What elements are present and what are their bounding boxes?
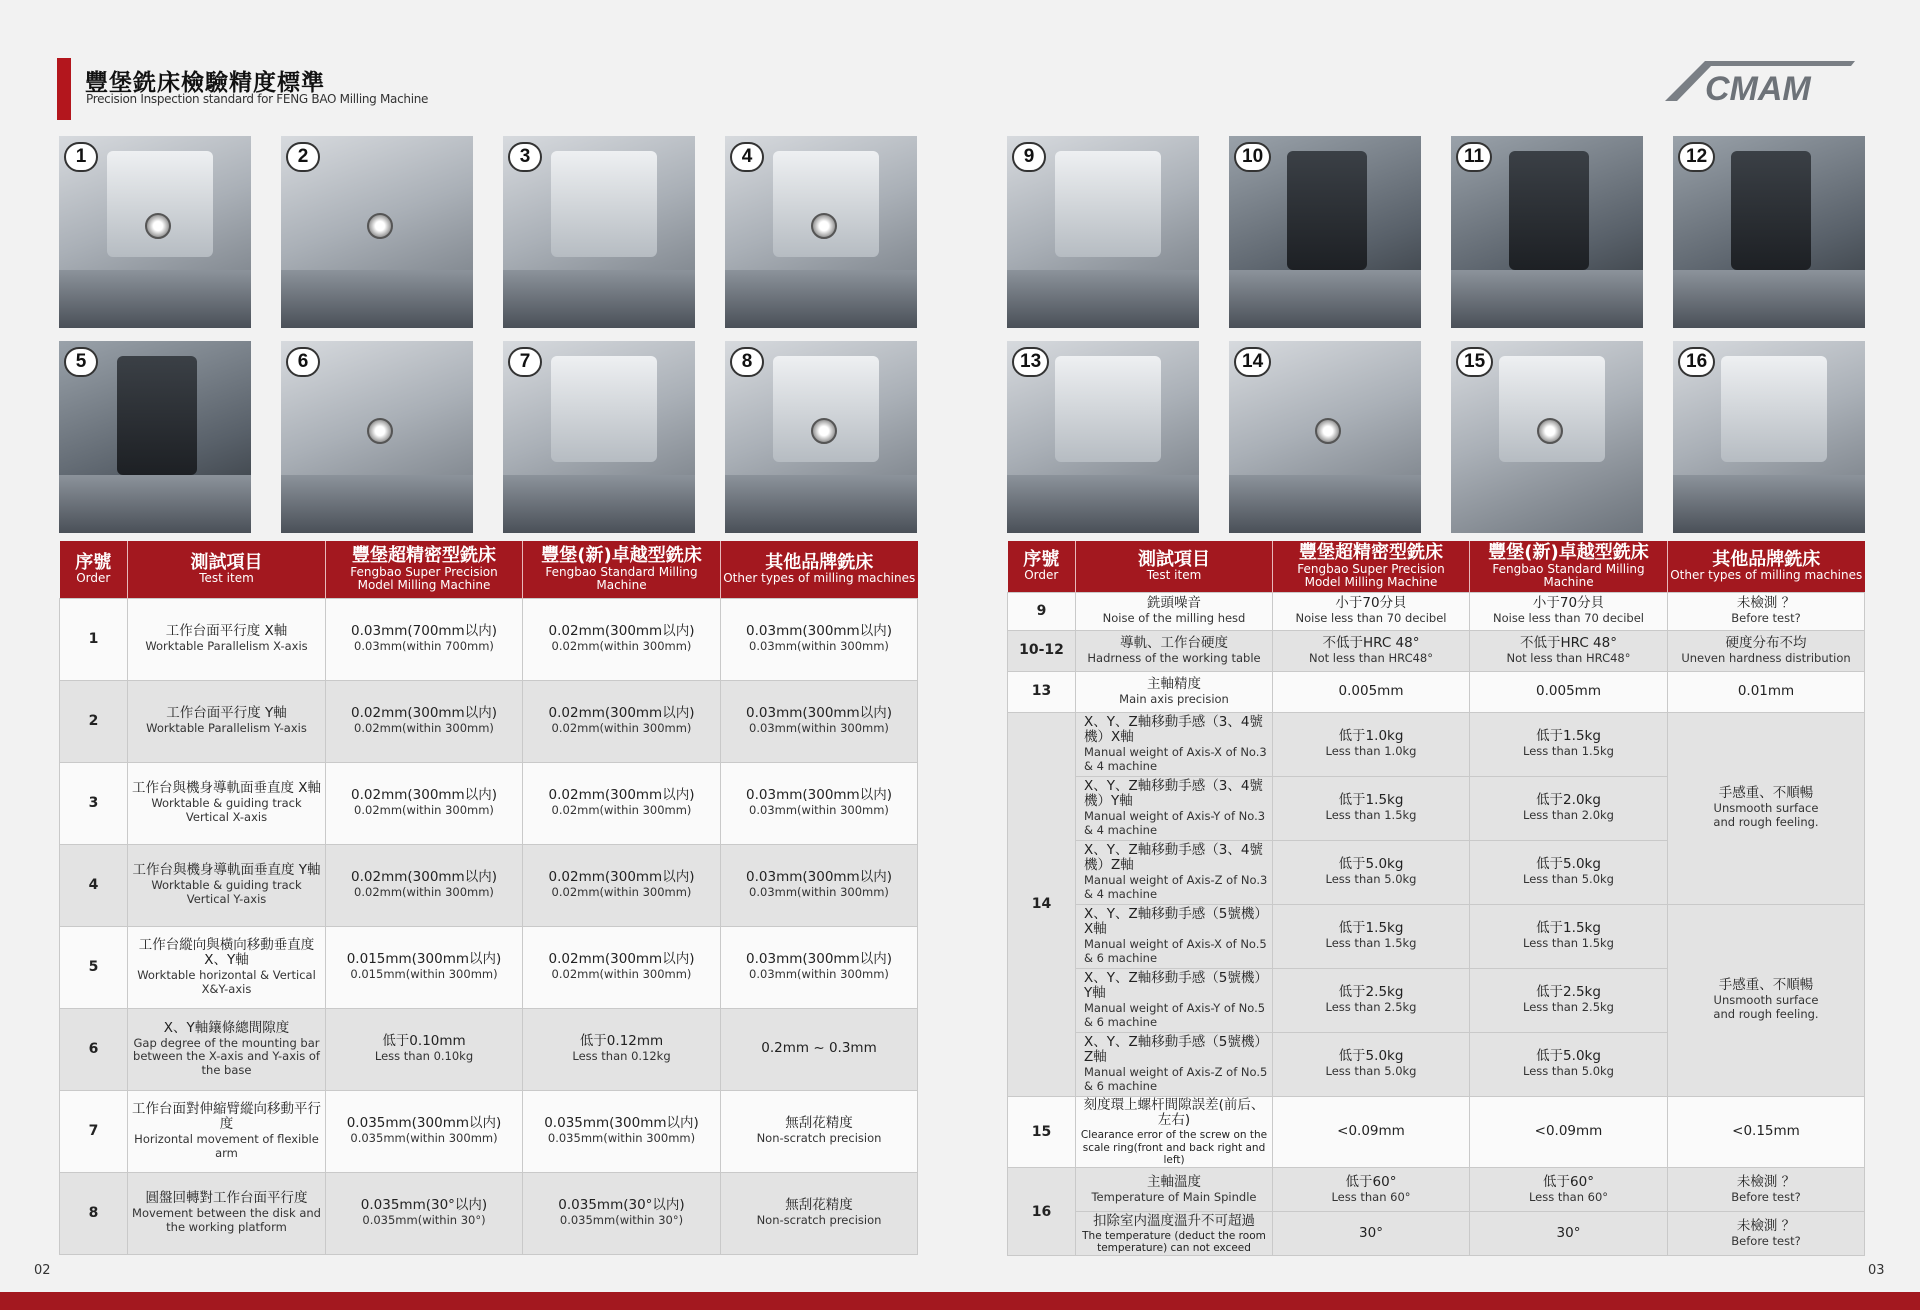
- table-row-15: [1008, 1096, 1865, 1168]
- row-other: 未檢測 ？ Before test?: [1668, 1212, 1865, 1256]
- row-other: 0.03mm(300mm以内) 0.03mm(within 300mm): [721, 844, 918, 926]
- row-super: 0.02mm(300mm以内) 0.02mm(within 300mm): [326, 844, 523, 926]
- row-super: 0.035mm(30°以内) 0.035mm(within 30°): [326, 1172, 523, 1254]
- row-item: 工作台面平行度 X軸 Worktable Parallelism X-axis: [128, 598, 326, 680]
- photo-number-badge: 13: [1012, 347, 1049, 377]
- row-standard: 低于5.0kg Less than 5.0kg: [1470, 1032, 1668, 1096]
- row-super: 低于60° Less than 60°: [1273, 1168, 1470, 1212]
- photo-number-badge: 6: [286, 347, 320, 377]
- inspection-photo-16: [1673, 341, 1865, 533]
- inspection-photo-8: [725, 341, 917, 533]
- row-standard: 低于2.0kg Less than 2.0kg: [1470, 776, 1668, 840]
- cmam-logo: [1665, 56, 1865, 106]
- inspection-photo-12: [1673, 136, 1865, 328]
- row-super: 0.02mm(300mm以内) 0.02mm(within 300mm): [326, 680, 523, 762]
- row-other: 0.03mm(300mm以内) 0.03mm(within 300mm): [721, 680, 918, 762]
- photo-number-badge: 14: [1234, 347, 1271, 377]
- row-item: 銑頭噪音 Noise of the milling hesd: [1076, 592, 1273, 630]
- photo-number-badge: 10: [1234, 142, 1271, 172]
- photo-number-badge: 5: [64, 347, 98, 377]
- col-header-other: 其他品牌銑床 Other types of milling machines: [721, 541, 918, 598]
- table-row-10-12: [1008, 630, 1865, 671]
- row-order: 5: [60, 926, 128, 1008]
- row-item: 工作台面對伸縮臂縱向移動平行度 Horizontal movement of flexible arm: [128, 1090, 326, 1172]
- row-standard: 0.035mm(300mm以内) 0.035mm(within 300mm): [523, 1090, 721, 1172]
- photo-grid-left: [59, 136, 917, 533]
- row-standard: 低于1.5kg Less than 1.5kg: [1470, 712, 1668, 776]
- col-header-other: 其他品牌銑床 Other types of milling machines: [1668, 541, 1865, 592]
- row-super: 0.035mm(300mm以内) 0.035mm(within 300mm): [326, 1090, 523, 1172]
- row-item: 圓盤回轉對工作台面平行度 Movement between the disk and the working platform: [128, 1172, 326, 1254]
- row-super: 低于0.10mm Less than 0.10kg: [326, 1008, 523, 1090]
- row-super: 小于70分貝 Noise less than 70 decibel: [1273, 592, 1470, 630]
- inspection-photo-13: [1007, 341, 1199, 533]
- row-other: <0.15mm: [1668, 1096, 1865, 1168]
- col-header-super: 豐堡超精密型銑床 Fengbao Super Precision Model Milling Machine: [1273, 541, 1470, 592]
- col-header-standard: 豐堡(新)卓越型銑床 Fengbao Standard Milling Machine: [1470, 541, 1668, 592]
- row-item: X、Y、Z軸移動手感（3、4號機）Y軸 Manual weight of Axis-Y of No.3 & 4 machine: [1076, 776, 1273, 840]
- photo-number-badge: 15: [1456, 347, 1493, 377]
- row-item: X、Y、Z軸移動手感（3、4號機）Z軸 Manual weight of Axis-Z of No.3 & 4 machine: [1076, 840, 1273, 904]
- inspection-photo-10: [1229, 136, 1421, 328]
- table-row-1: [60, 598, 918, 680]
- photo-grid-right: [1007, 136, 1865, 533]
- row-super: 0.015mm(300mm以内) 0.015mm(within 300mm): [326, 926, 523, 1008]
- row-order: 6: [60, 1008, 128, 1090]
- row-order: 13: [1008, 671, 1076, 712]
- row-item: X、Y、Z軸移動手感（5號機）Z軸 Manual weight of Axis-Z of No.5 & 6 machine: [1076, 1032, 1273, 1096]
- table-row-8: [60, 1172, 918, 1254]
- photo-number-badge: 4: [730, 142, 764, 172]
- row-item: X、Y、Z軸移動手感（5號機）X軸 Manual weight of Axis-X of No.5 & 6 machine: [1076, 904, 1273, 968]
- row-super: 0.02mm(300mm以内) 0.02mm(within 300mm): [326, 762, 523, 844]
- row-other: 手感重、不順暢 Unsmooth surface and rough feeling.: [1668, 712, 1865, 904]
- row-other: 無刮花精度 Non-scratch precision: [721, 1090, 918, 1172]
- table-row-5: [60, 926, 918, 1008]
- row-other: 未檢測 ？ Before test?: [1668, 592, 1865, 630]
- row-other: 手感重、不順暢 Unsmooth surface and rough feeling.: [1668, 904, 1865, 1096]
- row-order: 2: [60, 680, 128, 762]
- photo-number-badge: 12: [1678, 142, 1715, 172]
- row-order: 10-12: [1008, 630, 1076, 671]
- col-header-super: 豐堡超精密型銑床 Fengbao Super Precision Model Milling Machine: [326, 541, 523, 598]
- row-order: 8: [60, 1172, 128, 1254]
- row-super: 30°: [1273, 1212, 1470, 1256]
- photo-number-badge: 1: [64, 142, 98, 172]
- row-other: 0.2mm ~ 0.3mm: [721, 1008, 918, 1090]
- photo-number-badge: 8: [730, 347, 764, 377]
- col-header-standard: 豐堡(新)卓越型銑床 Fengbao Standard Milling Machine: [523, 541, 721, 598]
- row-standard: 0.02mm(300mm以内) 0.02mm(within 300mm): [523, 762, 721, 844]
- row-item: 工作台與機身導軌面垂直度 X軸 Worktable & guiding track Vertical X-axis: [128, 762, 326, 844]
- row-other: 0.03mm(300mm以内) 0.03mm(within 300mm): [721, 762, 918, 844]
- row-order: 9: [1008, 592, 1076, 630]
- row-standard: 低于5.0kg Less than 5.0kg: [1470, 840, 1668, 904]
- row-standard: 不低于HRC 48° Not less than HRC48°: [1470, 630, 1668, 671]
- row-item: 主軸溫度 Temperature of Main Spindle: [1076, 1168, 1273, 1212]
- row-standard: 0.02mm(300mm以内) 0.02mm(within 300mm): [523, 844, 721, 926]
- table-row-14d: [1008, 904, 1865, 968]
- row-item: 扣除室内溫度溫升不可超過 The temperature (deduct the room temperature) can not exceed: [1076, 1212, 1273, 1256]
- table-row-14a: [1008, 712, 1865, 776]
- page-number-right: 03: [1868, 1263, 1885, 1278]
- page-title: 豐堡銑床檢驗精度標準: [85, 70, 325, 96]
- page-subtitle: Precision Inspection standard for FENG BAO Milling Machine: [86, 92, 429, 106]
- inspection-photo-3: [503, 136, 695, 328]
- col-header-item: 測試項目 Test item: [1076, 541, 1273, 592]
- row-standard: <0.09mm: [1470, 1096, 1668, 1168]
- row-standard: 0.005mm: [1470, 671, 1668, 712]
- row-standard: 低于1.5kg Less than 1.5kg: [1470, 904, 1668, 968]
- row-order: 16: [1008, 1168, 1076, 1256]
- row-super: 低于2.5kg Less than 2.5kg: [1273, 968, 1470, 1032]
- bottom-accent-bar: [0, 1292, 1920, 1310]
- row-order: 7: [60, 1090, 128, 1172]
- row-standard: 低于2.5kg Less than 2.5kg: [1470, 968, 1668, 1032]
- row-order: 1: [60, 598, 128, 680]
- inspection-photo-15: [1451, 341, 1643, 533]
- col-header-order: 序號 Order: [1008, 541, 1076, 592]
- table-row-16a: [1008, 1168, 1865, 1212]
- row-standard: 30°: [1470, 1212, 1668, 1256]
- row-other: 0.03mm(300mm以内) 0.03mm(within 300mm): [721, 598, 918, 680]
- row-super: 低于5.0kg Less than 5.0kg: [1273, 840, 1470, 904]
- row-super: 低于1.5kg Less than 1.5kg: [1273, 904, 1470, 968]
- row-standard: 低于60° Less than 60°: [1470, 1168, 1668, 1212]
- row-item: X、Y、Z軸移動手感（3、4號機）X軸 Manual weight of Axis-X of No.3 & 4 machine: [1076, 712, 1273, 776]
- title-accent-bar: [57, 58, 71, 120]
- row-item: 工作台與機身導軌面垂直度 Y軸 Worktable & guiding track Vertical Y-axis: [128, 844, 326, 926]
- inspection-photo-14: [1229, 341, 1421, 533]
- row-super: 低于5.0kg Less than 5.0kg: [1273, 1032, 1470, 1096]
- row-item: X、Y軸鑲條總間隙度 Gap degree of the mounting bar between the X-axis and Y-axis of the base: [128, 1008, 326, 1090]
- row-other: 硬度分布不均 Uneven hardness distribution: [1668, 630, 1865, 671]
- table-row-13: [1008, 671, 1865, 712]
- row-item: 導軌、工作台硬度 Hadrness of the working table: [1076, 630, 1273, 671]
- inspection-photo-4: [725, 136, 917, 328]
- photo-number-badge: 16: [1678, 347, 1715, 377]
- table-row-6: [60, 1008, 918, 1090]
- row-order: 14: [1008, 712, 1076, 1096]
- row-item: 刻度環上螺杆間隙誤差(前后、左右) Clearance error of the screw on the scale ring(front and back right and left): [1076, 1096, 1273, 1168]
- row-standard: 低于0.12mm Less than 0.12kg: [523, 1008, 721, 1090]
- row-other: 0.01mm: [1668, 671, 1865, 712]
- photo-number-badge: 2: [286, 142, 320, 172]
- photo-number-badge: 11: [1456, 142, 1492, 172]
- col-header-item: 測試項目 Test item: [128, 541, 326, 598]
- row-standard: 小于70分貝 Noise less than 70 decibel: [1470, 592, 1668, 630]
- col-header-order: 序號 Order: [60, 541, 128, 598]
- inspection-photo-6: [281, 341, 473, 533]
- row-super: 0.005mm: [1273, 671, 1470, 712]
- row-item: 主軸精度 Main axis precision: [1076, 671, 1273, 712]
- row-super: 低于1.5kg Less than 1.5kg: [1273, 776, 1470, 840]
- table-row-7: [60, 1090, 918, 1172]
- table-row-3: [60, 762, 918, 844]
- table-row-16b: [1008, 1212, 1865, 1256]
- inspection-photo-11: [1451, 136, 1643, 328]
- row-order: 15: [1008, 1096, 1076, 1168]
- row-item: 工作台面平行度 Y軸 Worktable Parallelism Y-axis: [128, 680, 326, 762]
- row-super: 0.03mm(700mm以内) 0.03mm(within 700mm): [326, 598, 523, 680]
- page-number-left: 02: [34, 1263, 51, 1278]
- inspection-photo-5: [59, 341, 251, 533]
- row-item: X、Y、Z軸移動手感（5號機）Y軸 Manual weight of Axis-Y of No.5 & 6 machine: [1076, 968, 1273, 1032]
- table-row-4: [60, 844, 918, 926]
- row-item: 工作台縱向與橫向移動垂直度 X、Y軸 Worktable horizontal & Vertical X&Y-axis: [128, 926, 326, 1008]
- row-standard: 0.02mm(300mm以内) 0.02mm(within 300mm): [523, 926, 721, 1008]
- row-other: 無刮花精度 Non-scratch precision: [721, 1172, 918, 1254]
- row-super: 低于1.0kg Less than 1.0kg: [1273, 712, 1470, 776]
- inspection-photo-7: [503, 341, 695, 533]
- photo-number-badge: 3: [508, 142, 542, 172]
- row-other: 未檢測 ？ Before test?: [1668, 1168, 1865, 1212]
- inspection-photo-1: [59, 136, 251, 328]
- row-order: 3: [60, 762, 128, 844]
- photo-number-badge: 9: [1012, 142, 1046, 172]
- row-other: 0.03mm(300mm以内) 0.03mm(within 300mm): [721, 926, 918, 1008]
- row-standard: 0.035mm(30°以内) 0.035mm(within 30°): [523, 1172, 721, 1254]
- row-standard: 0.02mm(300mm以内) 0.02mm(within 300mm): [523, 598, 721, 680]
- row-order: 4: [60, 844, 128, 926]
- precision-table-left: [59, 541, 918, 1255]
- row-super: <0.09mm: [1273, 1096, 1470, 1168]
- photo-number-badge: 7: [508, 347, 542, 377]
- logo-text: CMAM: [1705, 70, 1811, 106]
- row-standard: 0.02mm(300mm以内) 0.02mm(within 300mm): [523, 680, 721, 762]
- inspection-photo-2: [281, 136, 473, 328]
- inspection-photo-9: [1007, 136, 1199, 328]
- table-row-9: [1008, 592, 1865, 630]
- table-row-2: [60, 680, 918, 762]
- precision-table-right: [1007, 541, 1865, 1256]
- row-super: 不低于HRC 48° Not less than HRC48°: [1273, 630, 1470, 671]
